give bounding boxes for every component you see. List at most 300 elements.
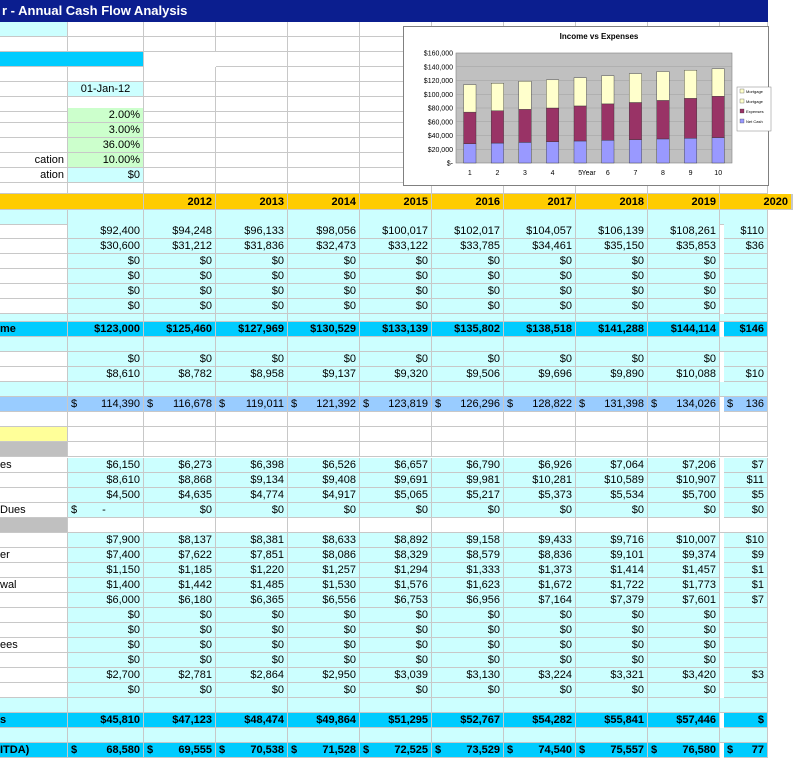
row-value-cell[interactable] xyxy=(432,638,504,653)
spacer-cell[interactable] xyxy=(216,442,288,457)
spacer-cell[interactable] xyxy=(648,337,720,352)
spacer-cell[interactable] xyxy=(288,337,360,352)
spacer-cell[interactable] xyxy=(68,518,144,533)
row-value-cell[interactable] xyxy=(576,473,648,488)
row-value-cell[interactable] xyxy=(360,473,432,488)
row-value-cell[interactable] xyxy=(360,623,432,638)
row-partial-cell[interactable] xyxy=(724,548,768,563)
row-value-cell[interactable] xyxy=(432,458,504,473)
row-value-cell[interactable] xyxy=(504,397,576,412)
row-value-cell[interactable] xyxy=(360,638,432,653)
spacer-cell[interactable] xyxy=(576,728,648,743)
grid-cell[interactable] xyxy=(216,67,288,82)
input-cell[interactable] xyxy=(0,67,68,82)
row-value-cell[interactable] xyxy=(432,352,504,367)
row-value-cell[interactable] xyxy=(504,224,576,239)
row-value-cell[interactable] xyxy=(288,608,360,623)
spacer-cell[interactable] xyxy=(648,518,720,533)
spacer-cell[interactable] xyxy=(720,728,768,743)
spacer-cell[interactable] xyxy=(576,412,648,427)
row-value-cell[interactable] xyxy=(144,488,216,503)
row-partial-cell[interactable] xyxy=(724,653,768,668)
input-cell[interactable] xyxy=(68,22,144,37)
row-value-cell[interactable] xyxy=(360,563,432,578)
row-partial-cell[interactable] xyxy=(724,623,768,638)
row-partial-cell[interactable] xyxy=(724,503,768,518)
row-value-cell[interactable] xyxy=(648,593,720,608)
row-value-cell[interactable] xyxy=(432,563,504,578)
row-value-cell[interactable] xyxy=(576,623,648,638)
row-value-cell[interactable] xyxy=(504,239,576,254)
row-value-cell[interactable] xyxy=(144,683,216,698)
row-value-cell[interactable] xyxy=(648,224,720,239)
row-value-cell[interactable] xyxy=(216,269,288,284)
row-value-cell[interactable] xyxy=(504,299,576,314)
row-value-cell[interactable] xyxy=(68,284,144,299)
grid-cell[interactable] xyxy=(144,37,216,52)
spacer-cell[interactable] xyxy=(648,314,720,322)
row-value-cell[interactable] xyxy=(288,397,360,412)
spacer-cell[interactable] xyxy=(216,427,288,442)
row-value-cell[interactable] xyxy=(68,473,144,488)
row-value-cell[interactable] xyxy=(144,473,216,488)
grid-cell[interactable] xyxy=(288,82,360,97)
spacer-label-cell[interactable] xyxy=(0,728,68,743)
row-value-cell[interactable] xyxy=(360,743,432,758)
spacer-cell[interactable] xyxy=(576,427,648,442)
spacer-cell[interactable] xyxy=(288,442,360,457)
row-partial-cell[interactable] xyxy=(724,239,768,254)
row-partial-cell[interactable] xyxy=(724,224,768,239)
row-value-cell[interactable] xyxy=(216,458,288,473)
row-value-cell[interactable] xyxy=(648,397,720,412)
row-value-cell[interactable] xyxy=(576,397,648,412)
row-value-cell[interactable] xyxy=(144,299,216,314)
grid-cell[interactable] xyxy=(288,108,360,123)
row-partial-cell[interactable] xyxy=(724,533,768,548)
row-value-cell[interactable] xyxy=(68,623,144,638)
grid-cell[interactable] xyxy=(288,123,360,138)
row-partial-cell[interactable] xyxy=(724,299,768,314)
row-value-cell[interactable] xyxy=(68,638,144,653)
row-value-cell[interactable] xyxy=(216,638,288,653)
row-value-cell[interactable] xyxy=(288,367,360,382)
spacer-cell[interactable] xyxy=(720,442,768,457)
row-partial-cell[interactable] xyxy=(724,593,768,608)
row-value-cell[interactable] xyxy=(216,608,288,623)
row-value-cell[interactable] xyxy=(648,299,720,314)
row-value-cell[interactable] xyxy=(68,367,144,382)
row-value-cell[interactable] xyxy=(504,548,576,563)
rate-input-1[interactable]: 2.00% xyxy=(68,108,144,123)
row-value-cell[interactable] xyxy=(144,668,216,683)
row-value-cell[interactable] xyxy=(68,653,144,668)
row-value-cell[interactable] xyxy=(144,638,216,653)
row-value-cell[interactable] xyxy=(648,653,720,668)
row-value-cell[interactable] xyxy=(288,299,360,314)
row-value-cell[interactable] xyxy=(432,488,504,503)
grid-cell[interactable] xyxy=(144,168,216,183)
income-vs-expenses-chart[interactable] xyxy=(403,26,769,186)
row-value-cell[interactable] xyxy=(360,352,432,367)
spacer-cell[interactable] xyxy=(432,314,504,322)
row-value-cell[interactable] xyxy=(432,668,504,683)
row-value-cell[interactable] xyxy=(648,668,720,683)
row-value-cell[interactable] xyxy=(216,668,288,683)
row-value-cell[interactable] xyxy=(432,224,504,239)
spacer-cell[interactable] xyxy=(68,314,144,322)
spacer-cell[interactable] xyxy=(504,314,576,322)
row-value-cell[interactable] xyxy=(216,593,288,608)
row-value-cell[interactable] xyxy=(68,352,144,367)
row-value-cell[interactable] xyxy=(504,503,576,518)
row-value-cell[interactable] xyxy=(144,713,216,728)
row-value-cell[interactable] xyxy=(144,548,216,563)
row-value-cell[interactable] xyxy=(68,299,144,314)
row-value-cell[interactable] xyxy=(216,713,288,728)
row-value-cell[interactable] xyxy=(360,367,432,382)
spacer-cell[interactable] xyxy=(504,427,576,442)
input-cell[interactable] xyxy=(0,37,68,52)
row-value-cell[interactable] xyxy=(576,224,648,239)
spacer-label-cell[interactable] xyxy=(0,427,68,442)
row-value-cell[interactable] xyxy=(504,653,576,668)
spacer-cell[interactable] xyxy=(216,728,288,743)
row-value-cell[interactable] xyxy=(648,322,720,337)
row-value-cell[interactable] xyxy=(216,239,288,254)
spacer-cell[interactable] xyxy=(504,337,576,352)
spacer-cell[interactable] xyxy=(648,442,720,457)
row-value-cell[interactable] xyxy=(360,713,432,728)
row-value-cell[interactable] xyxy=(648,269,720,284)
spacer-cell[interactable] xyxy=(216,412,288,427)
row-value-cell[interactable] xyxy=(576,239,648,254)
row-value-cell[interactable] xyxy=(216,367,288,382)
row-value-cell[interactable] xyxy=(360,653,432,668)
row-value-cell[interactable] xyxy=(288,352,360,367)
spacer-cell[interactable] xyxy=(576,382,648,397)
row-value-cell[interactable] xyxy=(504,473,576,488)
row-value-cell[interactable] xyxy=(216,563,288,578)
row-value-cell[interactable] xyxy=(216,352,288,367)
row-value-cell[interactable] xyxy=(576,713,648,728)
row-value-cell[interactable] xyxy=(648,743,720,758)
grid-cell[interactable] xyxy=(216,123,288,138)
row-value-cell[interactable] xyxy=(360,608,432,623)
row-value-cell[interactable] xyxy=(504,743,576,758)
row-value-cell[interactable] xyxy=(432,322,504,337)
row-partial-cell[interactable] xyxy=(724,284,768,299)
row-value-cell[interactable] xyxy=(432,299,504,314)
row-value-cell[interactable] xyxy=(576,548,648,563)
row-value-cell[interactable] xyxy=(288,224,360,239)
row-value-cell[interactable] xyxy=(432,593,504,608)
row-value-cell[interactable] xyxy=(504,593,576,608)
spacer-cell[interactable] xyxy=(288,382,360,397)
row-value-cell[interactable] xyxy=(144,254,216,269)
row-value-cell[interactable] xyxy=(216,322,288,337)
row-value-cell[interactable] xyxy=(288,578,360,593)
grid-cell[interactable] xyxy=(216,168,288,183)
spacer-cell[interactable] xyxy=(216,518,288,533)
row-value-cell[interactable] xyxy=(68,322,144,337)
row-value-cell[interactable] xyxy=(216,548,288,563)
row-partial-cell[interactable] xyxy=(724,608,768,623)
row-value-cell[interactable] xyxy=(68,488,144,503)
spacer-cell[interactable] xyxy=(720,427,768,442)
row-value-cell[interactable] xyxy=(216,503,288,518)
row-value-cell[interactable] xyxy=(360,284,432,299)
row-value-cell[interactable] xyxy=(648,578,720,593)
row-value-cell[interactable] xyxy=(432,533,504,548)
row-value-cell[interactable] xyxy=(144,608,216,623)
row-value-cell[interactable] xyxy=(576,254,648,269)
row-value-cell[interactable] xyxy=(576,668,648,683)
row-value-cell[interactable] xyxy=(216,299,288,314)
row-value-cell[interactable] xyxy=(216,533,288,548)
row-value-cell[interactable] xyxy=(576,653,648,668)
spacer-cell[interactable] xyxy=(432,442,504,457)
row-value-cell[interactable] xyxy=(360,668,432,683)
row-value-cell[interactable] xyxy=(432,653,504,668)
spacer-cell[interactable] xyxy=(144,314,216,322)
input-cell[interactable] xyxy=(68,37,144,52)
row-value-cell[interactable] xyxy=(504,623,576,638)
row-value-cell[interactable] xyxy=(360,488,432,503)
spacer-cell[interactable] xyxy=(144,518,216,533)
row-value-cell[interactable] xyxy=(360,239,432,254)
spacer-cell[interactable] xyxy=(432,427,504,442)
spacer-cell[interactable] xyxy=(144,337,216,352)
row-value-cell[interactable] xyxy=(360,458,432,473)
row-value-cell[interactable] xyxy=(648,284,720,299)
row-value-cell[interactable] xyxy=(288,473,360,488)
spacer-cell[interactable] xyxy=(576,442,648,457)
spacer-cell[interactable] xyxy=(576,337,648,352)
row-value-cell[interactable] xyxy=(68,254,144,269)
row-value-cell[interactable] xyxy=(144,224,216,239)
row-value-cell[interactable] xyxy=(216,488,288,503)
row-value-cell[interactable] xyxy=(648,458,720,473)
row-value-cell[interactable] xyxy=(648,623,720,638)
spacer-cell[interactable] xyxy=(144,427,216,442)
row-value-cell[interactable] xyxy=(288,638,360,653)
grid-cell[interactable] xyxy=(68,183,144,194)
row-value-cell[interactable] xyxy=(576,367,648,382)
row-value-cell[interactable] xyxy=(360,254,432,269)
row-value-cell[interactable] xyxy=(68,743,144,758)
row-value-cell[interactable] xyxy=(576,503,648,518)
row-value-cell[interactable] xyxy=(504,367,576,382)
spacer-cell[interactable] xyxy=(432,337,504,352)
row-value-cell[interactable] xyxy=(576,593,648,608)
grid-cell[interactable] xyxy=(216,153,288,168)
spacer-cell[interactable] xyxy=(144,382,216,397)
row-value-cell[interactable] xyxy=(360,548,432,563)
row-partial-cell[interactable] xyxy=(724,668,768,683)
spacer-cell[interactable] xyxy=(432,698,504,713)
grid-cell[interactable] xyxy=(216,183,288,194)
spacer-cell[interactable] xyxy=(360,728,432,743)
row-value-cell[interactable] xyxy=(504,683,576,698)
row-value-cell[interactable] xyxy=(432,713,504,728)
spacer-label-cell[interactable] xyxy=(0,314,68,322)
row-value-cell[interactable] xyxy=(288,503,360,518)
grid-cell[interactable] xyxy=(288,183,360,194)
rate-input-4[interactable]: 10.00% xyxy=(68,153,144,168)
spacer-cell[interactable] xyxy=(144,442,216,457)
row-value-cell[interactable] xyxy=(68,593,144,608)
row-value-cell[interactable] xyxy=(68,458,144,473)
spacer-cell[interactable] xyxy=(720,337,768,352)
row-value-cell[interactable] xyxy=(504,533,576,548)
row-partial-cell[interactable] xyxy=(724,683,768,698)
spacer-cell[interactable] xyxy=(68,210,144,225)
rate-input-2[interactable]: 3.00% xyxy=(68,123,144,138)
row-value-cell[interactable] xyxy=(144,458,216,473)
row-value-cell[interactable] xyxy=(360,269,432,284)
row-partial-cell[interactable] xyxy=(724,397,768,412)
row-value-cell[interactable] xyxy=(432,608,504,623)
spacer-label-cell[interactable] xyxy=(0,382,68,397)
grid-cell[interactable] xyxy=(216,37,288,52)
row-value-cell[interactable] xyxy=(576,352,648,367)
row-partial-cell[interactable] xyxy=(724,743,768,758)
grid-cell[interactable] xyxy=(0,183,68,194)
spacer-label-cell[interactable] xyxy=(0,698,68,713)
row-value-cell[interactable] xyxy=(432,578,504,593)
row-value-cell[interactable] xyxy=(576,608,648,623)
row-value-cell[interactable] xyxy=(576,284,648,299)
spacer-cell[interactable] xyxy=(576,518,648,533)
spacer-cell[interactable] xyxy=(648,698,720,713)
row-value-cell[interactable] xyxy=(68,563,144,578)
grid-cell[interactable] xyxy=(144,108,216,123)
spacer-cell[interactable] xyxy=(360,442,432,457)
row-value-cell[interactable] xyxy=(576,488,648,503)
row-value-cell[interactable] xyxy=(216,284,288,299)
row-value-cell[interactable] xyxy=(504,578,576,593)
spacer-cell[interactable] xyxy=(720,210,768,225)
row-value-cell[interactable] xyxy=(360,224,432,239)
amount-input[interactable]: $0 xyxy=(68,168,144,183)
row-value-cell[interactable] xyxy=(648,473,720,488)
row-value-cell[interactable] xyxy=(144,367,216,382)
spacer-cell[interactable] xyxy=(504,698,576,713)
spacer-cell[interactable] xyxy=(648,412,720,427)
rate-input-3[interactable]: 36.00% xyxy=(68,138,144,153)
row-value-cell[interactable] xyxy=(360,578,432,593)
spacer-cell[interactable] xyxy=(288,210,360,225)
row-value-cell[interactable] xyxy=(144,239,216,254)
spacer-cell[interactable] xyxy=(432,382,504,397)
spacer-cell[interactable] xyxy=(648,210,720,225)
row-value-cell[interactable] xyxy=(504,322,576,337)
spacer-cell[interactable] xyxy=(288,698,360,713)
start-date-input[interactable]: 01-Jan-12 xyxy=(68,82,144,97)
row-value-cell[interactable] xyxy=(576,533,648,548)
grid-cell[interactable] xyxy=(216,52,288,67)
row-value-cell[interactable] xyxy=(432,683,504,698)
row-value-cell[interactable] xyxy=(68,713,144,728)
row-value-cell[interactable] xyxy=(288,683,360,698)
row-value-cell[interactable] xyxy=(504,458,576,473)
row-value-cell[interactable] xyxy=(576,743,648,758)
row-value-cell[interactable] xyxy=(504,638,576,653)
row-value-cell[interactable] xyxy=(144,578,216,593)
row-value-cell[interactable] xyxy=(144,743,216,758)
spacer-cell[interactable] xyxy=(144,698,216,713)
row-value-cell[interactable] xyxy=(288,548,360,563)
row-value-cell[interactable] xyxy=(68,548,144,563)
spacer-cell[interactable] xyxy=(68,412,144,427)
spacer-cell[interactable] xyxy=(360,210,432,225)
spacer-cell[interactable] xyxy=(216,337,288,352)
row-value-cell[interactable] xyxy=(504,352,576,367)
row-value-cell[interactable] xyxy=(144,397,216,412)
row-partial-cell[interactable] xyxy=(724,269,768,284)
spacer-cell[interactable] xyxy=(68,698,144,713)
row-value-cell[interactable] xyxy=(648,503,720,518)
row-partial-cell[interactable] xyxy=(724,322,768,337)
spacer-cell[interactable] xyxy=(504,412,576,427)
spacer-cell[interactable] xyxy=(360,382,432,397)
row-value-cell[interactable] xyxy=(360,533,432,548)
row-value-cell[interactable] xyxy=(576,458,648,473)
spacer-label-cell[interactable] xyxy=(0,210,68,225)
spacer-label-cell[interactable] xyxy=(0,337,68,352)
row-value-cell[interactable] xyxy=(144,563,216,578)
row-value-cell[interactable] xyxy=(648,563,720,578)
row-value-cell[interactable] xyxy=(288,322,360,337)
spacer-cell[interactable] xyxy=(360,698,432,713)
spacer-cell[interactable] xyxy=(68,427,144,442)
spacer-cell[interactable] xyxy=(432,412,504,427)
row-value-cell[interactable] xyxy=(68,608,144,623)
spacer-cell[interactable] xyxy=(576,698,648,713)
grid-cell[interactable] xyxy=(288,138,360,153)
row-value-cell[interactable] xyxy=(288,563,360,578)
row-value-cell[interactable] xyxy=(288,269,360,284)
row-value-cell[interactable] xyxy=(432,397,504,412)
spacer-cell[interactable] xyxy=(504,382,576,397)
spacer-label-cell[interactable] xyxy=(0,518,68,533)
spacer-cell[interactable] xyxy=(360,412,432,427)
row-value-cell[interactable] xyxy=(576,299,648,314)
row-value-cell[interactable] xyxy=(68,533,144,548)
row-value-cell[interactable] xyxy=(144,284,216,299)
row-value-cell[interactable] xyxy=(432,623,504,638)
grid-cell[interactable] xyxy=(216,138,288,153)
row-partial-cell[interactable] xyxy=(724,367,768,382)
row-value-cell[interactable] xyxy=(216,743,288,758)
row-value-cell[interactable] xyxy=(576,322,648,337)
spacer-cell[interactable] xyxy=(360,337,432,352)
spacer-cell[interactable] xyxy=(68,337,144,352)
spacer-cell[interactable] xyxy=(288,518,360,533)
row-value-cell[interactable] xyxy=(432,548,504,563)
row-partial-cell[interactable] xyxy=(724,713,768,728)
row-value-cell[interactable] xyxy=(68,239,144,254)
row-value-cell[interactable] xyxy=(504,254,576,269)
row-value-cell[interactable] xyxy=(216,653,288,668)
grid-cell[interactable] xyxy=(144,153,216,168)
spacer-cell[interactable] xyxy=(648,427,720,442)
spacer-label-cell[interactable] xyxy=(0,442,68,457)
input-cell[interactable] xyxy=(68,67,144,82)
row-value-cell[interactable] xyxy=(144,352,216,367)
row-value-cell[interactable] xyxy=(144,653,216,668)
